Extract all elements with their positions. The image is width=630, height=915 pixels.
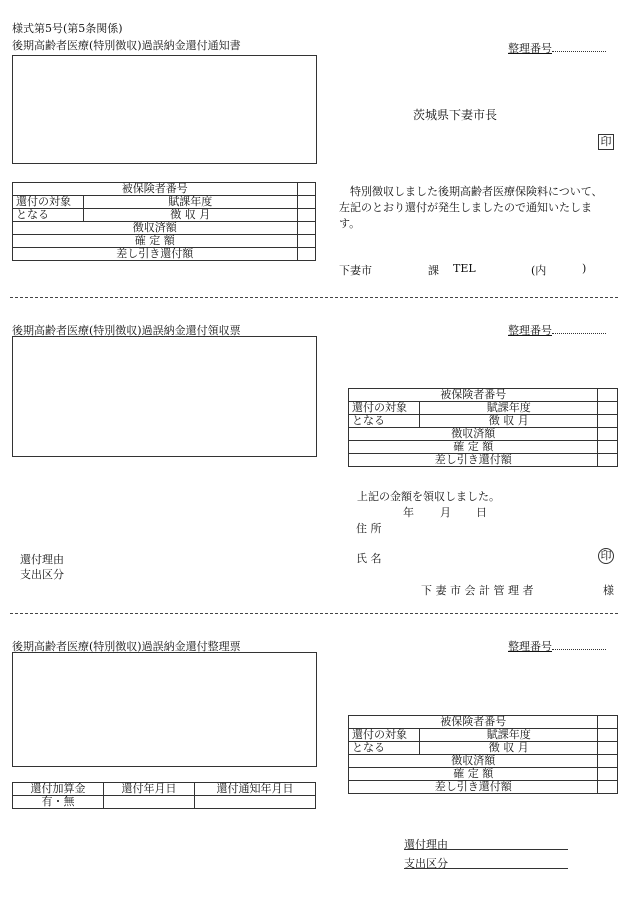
cell-target-label-2: となる [349, 415, 420, 428]
notice-text: 特別徴収しました後期高齢者医療保険料について、左記のとおり還付が発生しましたので通知いたします。 [339, 185, 603, 230]
cell-target-label-2: となる [349, 742, 420, 755]
cell-insured-no[interactable] [297, 183, 315, 196]
cell-refund[interactable] [598, 781, 618, 794]
contact-uchi: (内 [531, 264, 547, 277]
date-year: 年 [403, 506, 414, 519]
refund-table-1 [12, 182, 316, 261]
cell-target-label-1: 還付の対象 [349, 402, 420, 415]
expense-label-2: 支出区分 [20, 568, 64, 581]
cell-refund-label: 差し引き還付額 [349, 781, 598, 794]
contact-tel: TEL [453, 262, 476, 275]
cell-insured-no-label: 被保険者番号 [13, 183, 298, 196]
cell-insured-no-label: 被保険者番号 [349, 389, 598, 402]
cell-fixed-label: 確 定 額 [349, 768, 598, 781]
header-refund-date: 還付年月日 [104, 783, 195, 796]
cell-fiscal-year-label: 賦課年度 [420, 729, 598, 742]
addressee-sama: 様 [603, 584, 614, 597]
cut-line-2 [10, 613, 618, 614]
cell-fiscal-year[interactable] [598, 402, 618, 415]
cell-target-label-1: 還付の対象 [13, 196, 84, 209]
cell-fixed-label: 確 定 額 [349, 441, 598, 454]
address-box-1[interactable] [12, 55, 317, 164]
cell-fixed[interactable] [297, 235, 315, 248]
section1-title: 後期高齢者医療(特別徴収)過誤納金還付通知書 [12, 39, 241, 52]
reason-underline[interactable] [404, 837, 568, 850]
contact-close: ) [582, 262, 587, 275]
cut-line-1 [10, 297, 618, 298]
cell-collected-label: 徴収済額 [349, 428, 598, 441]
cell-notice-date[interactable] [195, 796, 316, 809]
cell-refund[interactable] [297, 248, 315, 261]
cell-insured-no-label: 被保険者番号 [349, 716, 598, 729]
cell-kasankin-value[interactable]: 有・無 [13, 796, 104, 809]
cell-collected[interactable] [598, 428, 618, 441]
refund-table-2 [348, 388, 618, 467]
cell-collected-label: 徴収済額 [13, 222, 298, 235]
cell-collected[interactable] [297, 222, 315, 235]
contact-ka: 課 [428, 264, 439, 277]
seiri-number-3[interactable] [508, 638, 606, 654]
cell-fiscal-year[interactable] [598, 729, 618, 742]
cell-fixed[interactable] [598, 768, 618, 781]
address-box-2[interactable] [12, 336, 317, 457]
cell-collect-month-label: 徴 収 月 [420, 415, 598, 428]
date-day: 日 [476, 506, 487, 519]
cell-fiscal-year-label: 賦課年度 [84, 196, 298, 209]
header-kasankin: 還付加算金 [13, 783, 104, 796]
seal-stamp-1: 印 [598, 134, 614, 150]
receipt-text: 上記の金額を領収しました。 [357, 490, 500, 503]
cell-collect-month-label: 徴 収 月 [420, 742, 598, 755]
cell-collect-month-label: 徴 収 月 [84, 209, 298, 222]
seiri-number-1[interactable] [508, 40, 606, 56]
cell-fixed-label: 確 定 額 [13, 235, 298, 248]
expense-label-3: 支出区分 [404, 857, 448, 870]
section2-title: 後期高齢者医療(特別徴収)過誤納金還付領収票 [12, 324, 241, 337]
cell-fiscal-year-label: 賦課年度 [420, 402, 598, 415]
cell-target-label-2: となる [13, 209, 84, 222]
address-label: 住 所 [356, 522, 382, 535]
address-box-3[interactable] [12, 652, 317, 767]
cell-refund-label: 差し引き還付額 [349, 454, 598, 467]
seiri-field[interactable] [552, 41, 606, 52]
cell-insured-no[interactable] [598, 716, 618, 729]
mayor-name: 茨城県下妻市長 [413, 108, 498, 122]
seiri-label: 整理番号 [508, 42, 552, 55]
form-label: 様式第5号(第5条関係) [12, 22, 123, 35]
cell-collected-label: 徴収済額 [349, 755, 598, 768]
seiri-label: 整理番号 [508, 324, 552, 337]
cell-collect-month[interactable] [598, 742, 618, 755]
refund-info-table [12, 782, 316, 809]
addressee: 下 妻 市 会 計 管 理 者 [421, 584, 534, 597]
header-notice-date: 還付通知年月日 [195, 783, 316, 796]
section3-title: 後期高齢者医療(特別徴収)過誤納金還付整理票 [12, 640, 241, 653]
cell-refund-date[interactable] [104, 796, 195, 809]
seiri-field[interactable] [552, 639, 606, 650]
contact-city: 下妻市 [339, 264, 372, 277]
seiri-field[interactable] [552, 323, 606, 334]
date-month: 月 [440, 506, 451, 519]
cell-fiscal-year[interactable] [297, 196, 315, 209]
seal-stamp-2: 印 [598, 548, 614, 564]
cell-target-label-1: 還付の対象 [349, 729, 420, 742]
refund-table-3 [348, 715, 618, 794]
reason-label-3: 還付理由 [404, 838, 448, 851]
cell-refund[interactable] [598, 454, 618, 467]
cell-collect-month[interactable] [598, 415, 618, 428]
expense-underline[interactable] [404, 856, 568, 869]
cell-fixed[interactable] [598, 441, 618, 454]
name-label: 氏 名 [356, 552, 382, 565]
cell-refund-label: 差し引き還付額 [13, 248, 298, 261]
reason-label-2: 還付理由 [20, 553, 64, 566]
cell-collected[interactable] [598, 755, 618, 768]
seiri-label: 整理番号 [508, 640, 552, 653]
cell-collect-month[interactable] [297, 209, 315, 222]
cell-insured-no[interactable] [598, 389, 618, 402]
seiri-number-2[interactable] [508, 322, 606, 338]
